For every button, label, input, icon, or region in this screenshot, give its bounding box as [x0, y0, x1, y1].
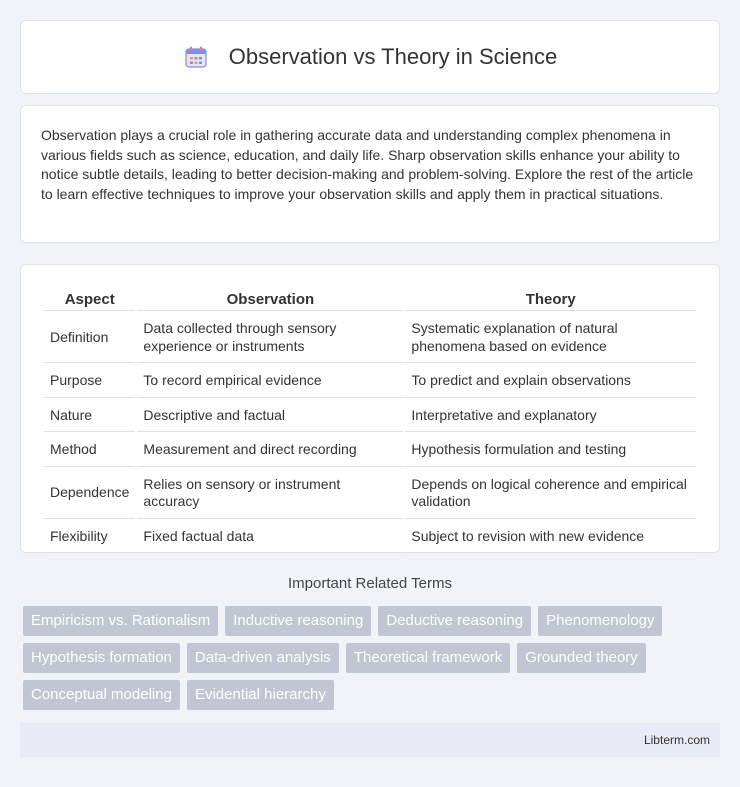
footer	[20, 723, 720, 757]
row-theory: Systematic explanation of natural phenomena based on evidence	[405, 313, 696, 363]
table-row	[44, 469, 696, 519]
term-chip[interactable]: Deductive reasoning	[378, 606, 531, 636]
term-chip[interactable]: Phenomenology	[538, 606, 662, 636]
row-aspect: Flexibility	[44, 521, 135, 554]
page-title: Observation vs Theory in Science	[228, 44, 558, 69]
row-observation: Fixed factual data	[137, 521, 403, 554]
table-row	[44, 313, 696, 363]
term-chip[interactable]: Grounded theory	[517, 643, 646, 673]
term-chip[interactable]: Empiricism vs. Rationalism	[23, 606, 218, 636]
calendar-icon	[183, 44, 209, 70]
row-observation: Descriptive and factual	[137, 400, 403, 433]
row-aspect: Nature	[44, 400, 135, 433]
header-observation: Observation	[137, 287, 403, 311]
row-aspect: Definition	[44, 313, 135, 363]
header-card	[20, 20, 720, 94]
header-theory: Theory	[405, 287, 696, 311]
table-row	[44, 365, 696, 398]
table-row	[44, 400, 696, 433]
row-theory: To predict and explain observations	[405, 365, 696, 398]
row-observation: Measurement and direct recording	[137, 434, 403, 467]
table-row	[44, 521, 696, 554]
row-observation: Relies on sensory or instrument accuracy	[137, 469, 403, 519]
row-aspect: Method	[44, 434, 135, 467]
row-theory: Interpretative and explanatory	[405, 400, 696, 433]
row-theory: Hypothesis formulation and testing	[405, 434, 696, 467]
intro-text: Observation plays a crucial role in gathering accurate data and understanding complex phenomena in various fields such as science, education, and daily life. Sharp observation skills enhance your ability to notice subtle details, leading to better decision-making and problem-solving. Explore the rest of the article to learn effective techniques to improve your observation skills and apply them in practical situations.	[41, 127, 694, 202]
footer-link[interactable]: Libterm.com	[643, 733, 710, 747]
related-terms-title: Important Related Terms	[288, 575, 452, 592]
table-header-row	[44, 287, 696, 311]
term-chip[interactable]: Hypothesis formation	[23, 643, 180, 673]
comparison-table	[42, 285, 698, 555]
row-theory: Depends on logical coherence and empirical validation	[405, 469, 696, 519]
term-chip[interactable]: Data-driven analysis	[187, 643, 339, 673]
row-aspect: Dependence	[44, 469, 135, 519]
header-aspect: Aspect	[44, 287, 135, 311]
intro-card	[20, 105, 720, 243]
term-chip[interactable]: Theoretical framework	[346, 643, 510, 673]
row-theory: Subject to revision with new evidence	[405, 521, 696, 554]
table-row	[44, 434, 696, 467]
term-chip[interactable]: Inductive reasoning	[225, 606, 371, 636]
related-terms-list	[20, 606, 720, 710]
term-chip[interactable]: Evidential hierarchy	[187, 680, 334, 710]
comparison-table-card	[20, 264, 720, 553]
term-chip[interactable]: Conceptual modeling	[23, 680, 180, 710]
row-aspect: Purpose	[44, 365, 135, 398]
row-observation: Data collected through sensory experience or instruments	[137, 313, 403, 363]
row-observation: To record empirical evidence	[137, 365, 403, 398]
